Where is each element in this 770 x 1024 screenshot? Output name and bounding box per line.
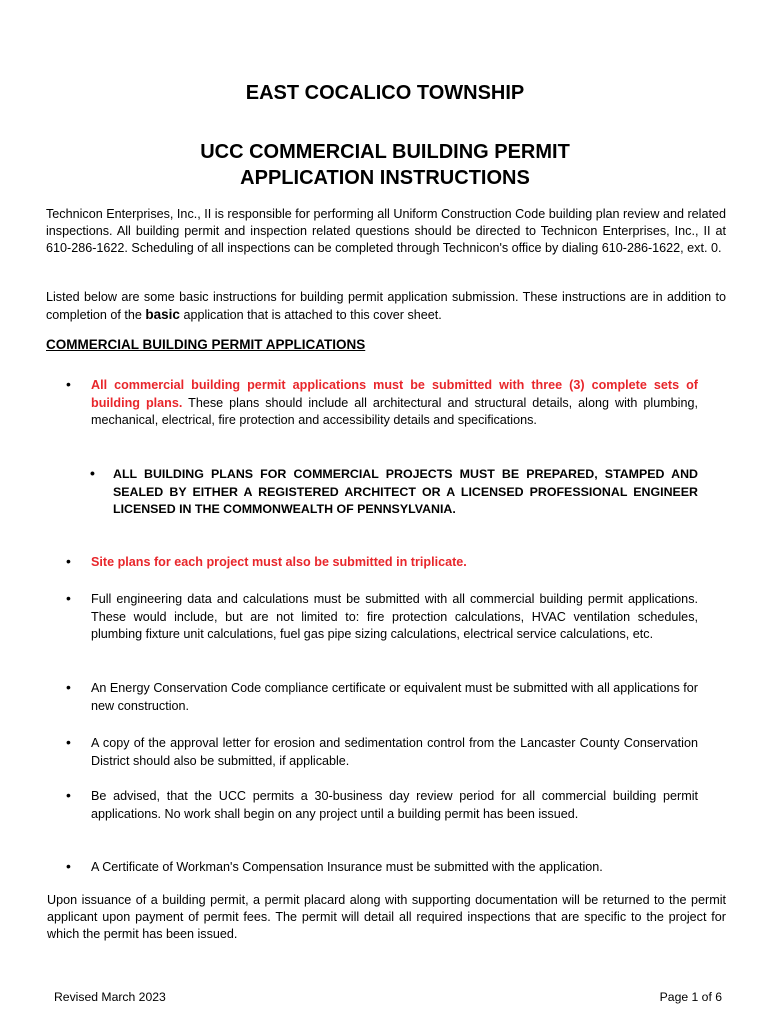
bullet-item-plans xyxy=(66,376,698,430)
bullet-item-energy xyxy=(66,679,698,715)
instructions-bold-word: basic xyxy=(145,307,180,322)
bullet-icon: • xyxy=(66,734,71,750)
township-heading: EAST COCALICO TOWNSHIP xyxy=(245,82,525,104)
bullet-icon: • xyxy=(90,465,95,481)
bullet-icon: • xyxy=(66,553,71,569)
bullet-item-review-period xyxy=(66,787,698,823)
sub-bullet-text: ALL BUILDING PLANS FOR COMMERCIAL PROJECTS MUST BE PREPARED, STAMPED AND SEALED BY EITHER A REGISTERED ARCHITECT OR A LICENSED PROFESSIONAL ENGINEER LICENSED IN THE COMMONWEALTH OF PENNSYLVANIA. xyxy=(113,467,698,516)
section-heading: COMMERCIAL BUILDING PERMIT APPLICATIONS xyxy=(46,337,366,352)
bullet-plans-text: These plans should include all architectural and structural details, along with plumbing, mechanical, electrical, fire protection and accessibility details and specifications. xyxy=(91,395,698,427)
bullet-icon: • xyxy=(66,787,71,803)
instructions-text-after: application that is attached to this cover sheet. xyxy=(179,308,442,322)
bullet-site-plans-text: Site plans for each project must also be submitted in triplicate. xyxy=(91,555,467,569)
instructions-text-before: Listed below are some basic instructions for building permit application submission. These instructions are in addition to completion of the xyxy=(46,290,726,322)
intro-paragraph: Technicon Enterprises, Inc., II is responsible for performing all Uniform Construction Code building plan review and related inspections. All building permit and inspection related questions should be directed to Technicon Enterprises, Inc., II at 610-286-1622. Scheduling of all inspections can be completed through Technicon's office by dialing 610-286-1622, ext. 0. xyxy=(46,207,726,255)
bullet-energy-text: An Energy Conservation Code compliance certificate or equivalent must be submitted with all applications for new construction. xyxy=(91,681,698,713)
bullet-icon: • xyxy=(66,376,71,392)
bullet-review-period-text: Be advised, that the UCC permits a 30-business day review period for all commercial building permit applications. No work shall begin on any project until a building permit has been issued. xyxy=(91,789,698,821)
bullet-item-erosion xyxy=(66,734,698,770)
sub-bullet-architect xyxy=(92,466,698,519)
bullet-insurance-text: A Certificate of Workman's Compensation Insurance must be submitted with the application. xyxy=(91,860,603,874)
bullet-icon: • xyxy=(66,858,71,874)
bullet-plans-emphasis: All commercial building permit applications must be submitted with three (3) complete sets of building plans. xyxy=(91,378,698,410)
bullet-icon: • xyxy=(66,679,71,695)
title-line-2: APPLICATION INSTRUCTIONS xyxy=(240,167,530,189)
revision-date: Revised March 2023 xyxy=(54,990,166,1004)
bullet-item-engineering xyxy=(66,590,698,644)
bullet-erosion-text: A copy of the approval letter for erosion and sedimentation control from the Lancaster County Conservation District should also be submitted, if applicable. xyxy=(91,736,698,768)
closing-paragraph: Upon issuance of a building permit, a permit placard along with supporting documentation will be returned to the permit applicant upon payment of permit fees. The permit will detail all required inspections that are specific to the project for which the permit has been issued. xyxy=(47,893,726,941)
page-number: Page 1 of 6 xyxy=(659,990,722,1004)
instructions-paragraph xyxy=(46,289,726,324)
bullet-item-insurance xyxy=(66,858,698,877)
bullet-icon: • xyxy=(66,590,71,606)
bullet-engineering-text: Full engineering data and calculations must be submitted with all commercial building permit applications. These would include, but are not limited to: fire protection calculations, HVAC ventilation schedules, plumbing fixture unit calculations, fuel gas pipe sizing calculations, electrical service calculations, etc. xyxy=(91,592,698,641)
bullet-item-site-plans xyxy=(66,553,698,572)
title-line-1: UCC COMMERCIAL BUILDING PERMIT xyxy=(200,141,570,163)
